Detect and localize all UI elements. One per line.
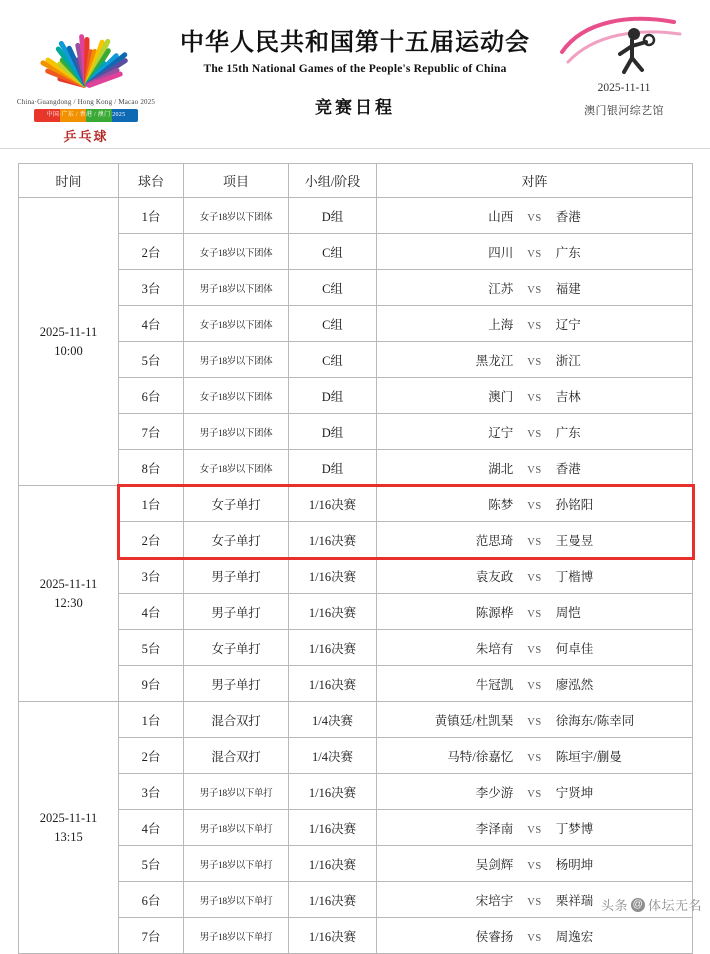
cell-table-no: 3台	[119, 558, 184, 594]
match-left: 侯睿扬	[475, 929, 514, 944]
match-left: 陈梦	[488, 497, 514, 512]
match-vs: VS	[527, 320, 542, 332]
cell-event: 女子18岁以下团体	[184, 450, 289, 486]
cell-match	[377, 522, 693, 558]
cell-stage: 1/4决赛	[289, 702, 377, 738]
cell-table-no: 8台	[119, 450, 184, 486]
match-left: 马特/徐嘉忆	[447, 749, 514, 764]
cell-table-no: 3台	[119, 774, 184, 810]
cell-event: 男子18岁以下单打	[184, 918, 289, 954]
logo-sport-label: 乒乓球	[63, 128, 109, 144]
header-venue: 澳门银河综艺馆	[584, 105, 664, 117]
cell-event: 混合双打	[184, 702, 289, 738]
cell-match	[377, 342, 693, 378]
cell-event: 女子单打	[184, 630, 289, 666]
table-row	[19, 918, 693, 954]
cell-stage: D组	[289, 450, 377, 486]
cell-table-no: 5台	[119, 342, 184, 378]
cell-event: 混合双打	[184, 738, 289, 774]
col-header-match: 对阵	[377, 164, 693, 198]
cell-event: 男子18岁以下单打	[184, 810, 289, 846]
col-header-table: 球台	[119, 164, 184, 198]
col-header-stage: 小组/阶段	[289, 164, 377, 198]
table-row	[19, 846, 693, 882]
page-header	[0, 0, 710, 148]
cell-event: 男子18岁以下团体	[184, 414, 289, 450]
cell-event: 男子单打	[184, 666, 289, 702]
match-right: 吉林	[555, 389, 581, 404]
table-row	[19, 522, 693, 558]
match-right: 香港	[555, 461, 581, 476]
cell-event: 男子18岁以下团体	[184, 342, 289, 378]
match-vs: VS	[527, 536, 542, 548]
cell-table-no: 9台	[119, 666, 184, 702]
mascot-icon	[554, 12, 694, 78]
match-left: 辽宁	[488, 425, 514, 440]
match-vs: VS	[527, 752, 542, 764]
match-right: 福建	[555, 281, 581, 296]
cell-stage: 1/4决赛	[289, 738, 377, 774]
table-row	[19, 702, 693, 738]
match-left: 黄镇廷/杜凯琹	[434, 713, 514, 728]
match-right: 周恺	[555, 605, 581, 620]
match-vs: VS	[527, 572, 542, 584]
schedule-table-wrap	[0, 149, 710, 954]
match-vs: VS	[527, 896, 542, 908]
cell-stage: 1/16决赛	[289, 666, 377, 702]
cell-event: 女子18岁以下团体	[184, 198, 289, 234]
table-row	[19, 630, 693, 666]
cell-event: 男子18岁以下单打	[184, 882, 289, 918]
table-row	[19, 774, 693, 810]
match-right: 香港	[555, 209, 581, 224]
col-header-time: 时间	[19, 164, 119, 198]
cell-table-no: 4台	[119, 306, 184, 342]
cell-stage: C组	[289, 306, 377, 342]
cell-event: 女子单打	[184, 486, 289, 522]
cell-event: 男子单打	[184, 558, 289, 594]
match-right: 宁贤坤	[555, 785, 594, 800]
cell-stage: D组	[289, 414, 377, 450]
cell-table-no: 2台	[119, 522, 184, 558]
cell-table-no: 1台	[119, 486, 184, 522]
match-left: 湖北	[488, 461, 514, 476]
match-right: 何卓佳	[555, 641, 594, 656]
cell-table-no: 2台	[119, 738, 184, 774]
match-right: 杨明坤	[555, 857, 594, 872]
cell-match	[377, 774, 693, 810]
cell-match	[377, 666, 693, 702]
table-row	[19, 234, 693, 270]
cell-stage: 1/16决赛	[289, 486, 377, 522]
cell-stage: 1/16决赛	[289, 630, 377, 666]
match-vs: VS	[527, 500, 542, 512]
table-row	[19, 558, 693, 594]
match-left: 牛冠凯	[475, 677, 514, 692]
logo-color-band	[34, 109, 138, 122]
match-left: 李泽南	[475, 821, 514, 836]
table-row	[19, 414, 693, 450]
page-title-cn: 中华人民共和国第十五届运动会	[180, 30, 530, 56]
match-left: 上海	[488, 317, 514, 332]
cell-stage: C组	[289, 270, 377, 306]
match-vs: VS	[527, 356, 542, 368]
cell-stage: 1/16决赛	[289, 594, 377, 630]
table-row	[19, 306, 693, 342]
table-row	[19, 810, 693, 846]
cell-event: 男子18岁以下单打	[184, 846, 289, 882]
table-row	[19, 342, 693, 378]
match-vs: VS	[527, 716, 542, 728]
match-vs: VS	[527, 608, 542, 620]
match-left: 黑龙江	[475, 353, 514, 368]
match-right: 陈垣宇/蒯曼	[555, 749, 622, 764]
cell-match	[377, 450, 693, 486]
schedule-label: 竞赛日程	[315, 98, 395, 117]
cell-stage: C组	[289, 342, 377, 378]
header-date: 2025-11-11	[597, 82, 651, 94]
cell-match	[377, 594, 693, 630]
schedule-table	[18, 163, 693, 954]
match-right: 周逸宏	[555, 929, 594, 944]
match-left: 陈源桦	[475, 605, 514, 620]
match-left: 澳门	[488, 389, 514, 404]
table-row	[19, 270, 693, 306]
cell-stage: C组	[289, 234, 377, 270]
table-row	[19, 882, 693, 918]
cell-table-no: 6台	[119, 378, 184, 414]
cell-stage: 1/16决赛	[289, 846, 377, 882]
table-row	[19, 594, 693, 630]
table-row	[19, 666, 693, 702]
table-body	[19, 198, 693, 954]
table-head	[19, 164, 693, 198]
match-vs: VS	[527, 680, 542, 692]
table-row	[19, 738, 693, 774]
cell-table-no: 5台	[119, 846, 184, 882]
cell-match	[377, 918, 693, 954]
logo-sub-text: China·Guangdong / Hong Kong / Macao 2025	[16, 98, 156, 106]
cell-stage: 1/16决赛	[289, 522, 377, 558]
match-left: 朱培有	[475, 641, 514, 656]
cell-table-no: 4台	[119, 810, 184, 846]
match-left: 山西	[488, 209, 514, 224]
match-vs: VS	[527, 824, 542, 836]
logo-band-text: 中国·广东 / 香港 / 澳门 2025	[46, 111, 126, 118]
match-right: 丁楷博	[555, 569, 594, 584]
cell-stage: 1/16决赛	[289, 774, 377, 810]
match-vs: VS	[527, 212, 542, 224]
watermark-at-icon: @	[632, 898, 644, 910]
cell-stage: 1/16决赛	[289, 810, 377, 846]
cell-stage: D组	[289, 378, 377, 414]
cell-table-no: 3台	[119, 270, 184, 306]
cell-match	[377, 630, 693, 666]
match-vs: VS	[527, 932, 542, 944]
table-header-row	[19, 164, 693, 198]
cell-event: 女子18岁以下团体	[184, 306, 289, 342]
session-time: 2025-11-11 10:00	[19, 198, 119, 486]
session-time: 2025-11-11 13:15	[19, 702, 119, 954]
match-left: 吴剑辉	[475, 857, 514, 872]
table-row	[19, 450, 693, 486]
match-vs: VS	[527, 392, 542, 404]
cell-event: 男子18岁以下团体	[184, 270, 289, 306]
match-vs: VS	[527, 248, 542, 260]
match-right: 徐海东/陈幸同	[555, 713, 635, 728]
match-left: 宋培宇	[475, 893, 514, 908]
cell-match	[377, 810, 693, 846]
cell-event: 女子18岁以下团体	[184, 234, 289, 270]
match-vs: VS	[527, 464, 542, 476]
cell-event: 女子18岁以下团体	[184, 378, 289, 414]
cell-match	[377, 486, 693, 522]
session-time: 2025-11-11 12:30	[19, 486, 119, 702]
table-row	[19, 486, 693, 522]
cell-stage: D组	[289, 198, 377, 234]
match-left: 李少游	[475, 785, 514, 800]
match-right: 丁梦博	[555, 821, 594, 836]
match-left: 江苏	[488, 281, 514, 296]
match-right: 广东	[555, 425, 581, 440]
cell-match	[377, 558, 693, 594]
cell-table-no: 6台	[119, 882, 184, 918]
match-right: 浙江	[555, 353, 581, 368]
cell-event: 男子18岁以下单打	[184, 774, 289, 810]
cell-match	[377, 234, 693, 270]
cell-match	[377, 738, 693, 774]
cell-match	[377, 378, 693, 414]
match-vs: VS	[527, 284, 542, 296]
match-right: 辽宁	[555, 317, 581, 332]
watermark-name: 体坛无名	[647, 898, 702, 913]
match-left: 四川	[488, 245, 514, 260]
cell-stage: 1/16决赛	[289, 882, 377, 918]
cell-table-no: 1台	[119, 702, 184, 738]
cell-table-no: 7台	[119, 918, 184, 954]
match-right: 廖泓然	[555, 677, 594, 692]
cell-stage: 1/16决赛	[289, 558, 377, 594]
cell-match	[377, 846, 693, 882]
watermark	[601, 895, 702, 914]
page-title-en: The 15th National Games of the People's Republic of China	[203, 63, 507, 75]
match-right: 广东	[555, 245, 581, 260]
cell-table-no: 7台	[119, 414, 184, 450]
watermark-prefix: 头条	[600, 898, 628, 913]
match-vs: VS	[527, 644, 542, 656]
cell-event: 女子单打	[184, 522, 289, 558]
cell-table-no: 1台	[119, 198, 184, 234]
col-header-event: 项目	[184, 164, 289, 198]
match-right: 栗祥瑞	[555, 893, 594, 908]
match-left: 范思琦	[475, 533, 514, 548]
cell-table-no: 5台	[119, 630, 184, 666]
match-right: 王曼昱	[555, 533, 594, 548]
cell-stage: 1/16决赛	[289, 918, 377, 954]
match-left: 袁友政	[475, 569, 514, 584]
games-logo	[16, 10, 156, 144]
cell-event: 男子单打	[184, 594, 289, 630]
cell-match	[377, 414, 693, 450]
match-right: 孙铭阳	[555, 497, 594, 512]
cell-match	[377, 306, 693, 342]
logo-burst-icon	[26, 10, 146, 96]
header-right	[548, 12, 700, 118]
match-vs: VS	[527, 860, 542, 872]
table-row	[19, 378, 693, 414]
match-vs: VS	[527, 428, 542, 440]
cell-match	[377, 198, 693, 234]
match-vs: VS	[527, 788, 542, 800]
table-row	[19, 198, 693, 234]
cell-match	[377, 702, 693, 738]
cell-match	[377, 270, 693, 306]
cell-table-no: 2台	[119, 234, 184, 270]
cell-table-no: 4台	[119, 594, 184, 630]
